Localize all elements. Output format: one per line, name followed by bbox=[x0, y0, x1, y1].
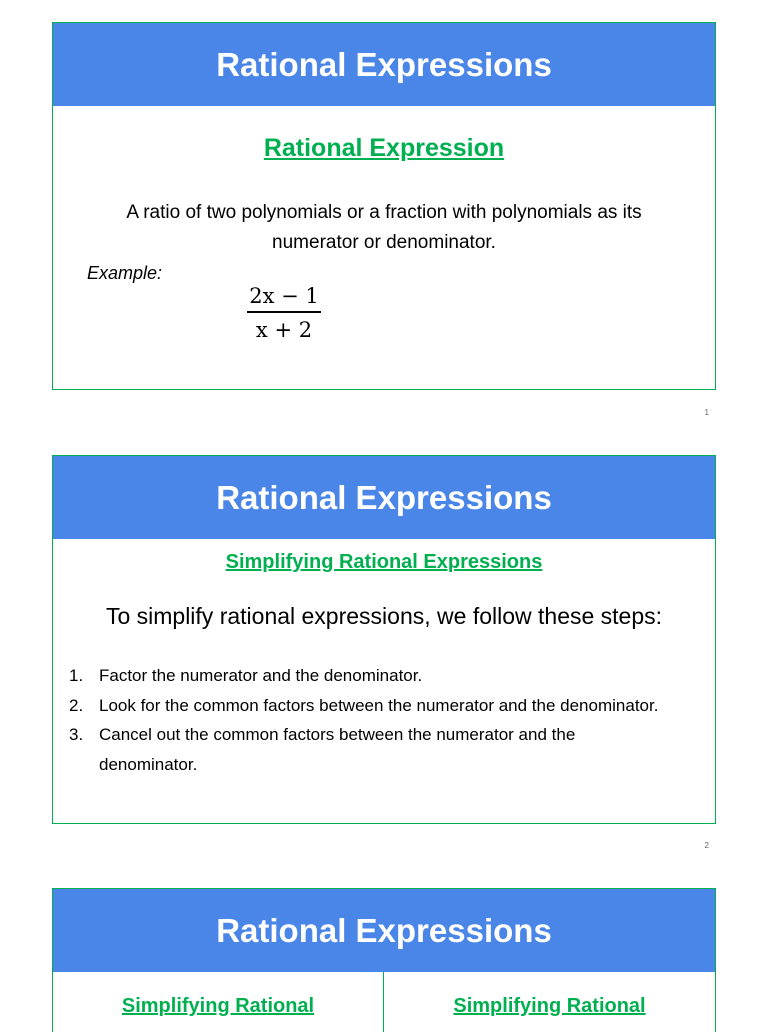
fraction-numerator: 2x − 1 bbox=[249, 284, 319, 308]
slide2-page-number: 2 bbox=[704, 841, 709, 850]
example-fraction bbox=[245, 284, 323, 342]
slide2-body bbox=[52, 539, 716, 824]
slide2-title: Rational Expressions bbox=[52, 455, 716, 539]
slide2-subtitle: Simplifying Rational Expressions bbox=[225, 551, 543, 573]
slide1-subtitle: Rational Expression bbox=[263, 134, 505, 162]
list-item bbox=[69, 661, 669, 691]
step-text: Cancel out the common factors between the numerator and the denominator. bbox=[99, 725, 576, 774]
slide1-example-label: Example: bbox=[87, 263, 163, 283]
list-item bbox=[69, 691, 669, 721]
slide3-body bbox=[52, 972, 716, 1032]
steps-list bbox=[69, 661, 669, 779]
step-number: 2. bbox=[69, 695, 84, 715]
slide2-lead: To simplify rational expressions, we follow these steps: bbox=[105, 603, 663, 629]
slide1-body bbox=[52, 106, 716, 390]
slide3-right-heading: Simplifying Rational bbox=[453, 995, 646, 1017]
slide1-definition: A ratio of two polynomials or a fraction with polynomials as its numerator or denominator. bbox=[126, 202, 642, 253]
list-item bbox=[69, 720, 669, 779]
slide3-title: Rational Expressions bbox=[52, 888, 716, 972]
slide3-column-left bbox=[53, 972, 383, 1032]
slide3-left-heading: Simplifying Rational bbox=[121, 995, 315, 1017]
step-number: 3. bbox=[69, 725, 84, 744]
fraction-denominator: x + 2 bbox=[255, 317, 313, 342]
step-text: Factor the numerator and the denominator. bbox=[99, 666, 423, 685]
step-number: 1. bbox=[69, 666, 84, 685]
slide1-page-number: 1 bbox=[704, 408, 709, 417]
slide3-column-right bbox=[384, 972, 715, 1032]
slide1-title: Rational Expressions bbox=[52, 22, 716, 106]
step-text: Look for the common factors between the numerator and the denominator. bbox=[99, 695, 659, 715]
